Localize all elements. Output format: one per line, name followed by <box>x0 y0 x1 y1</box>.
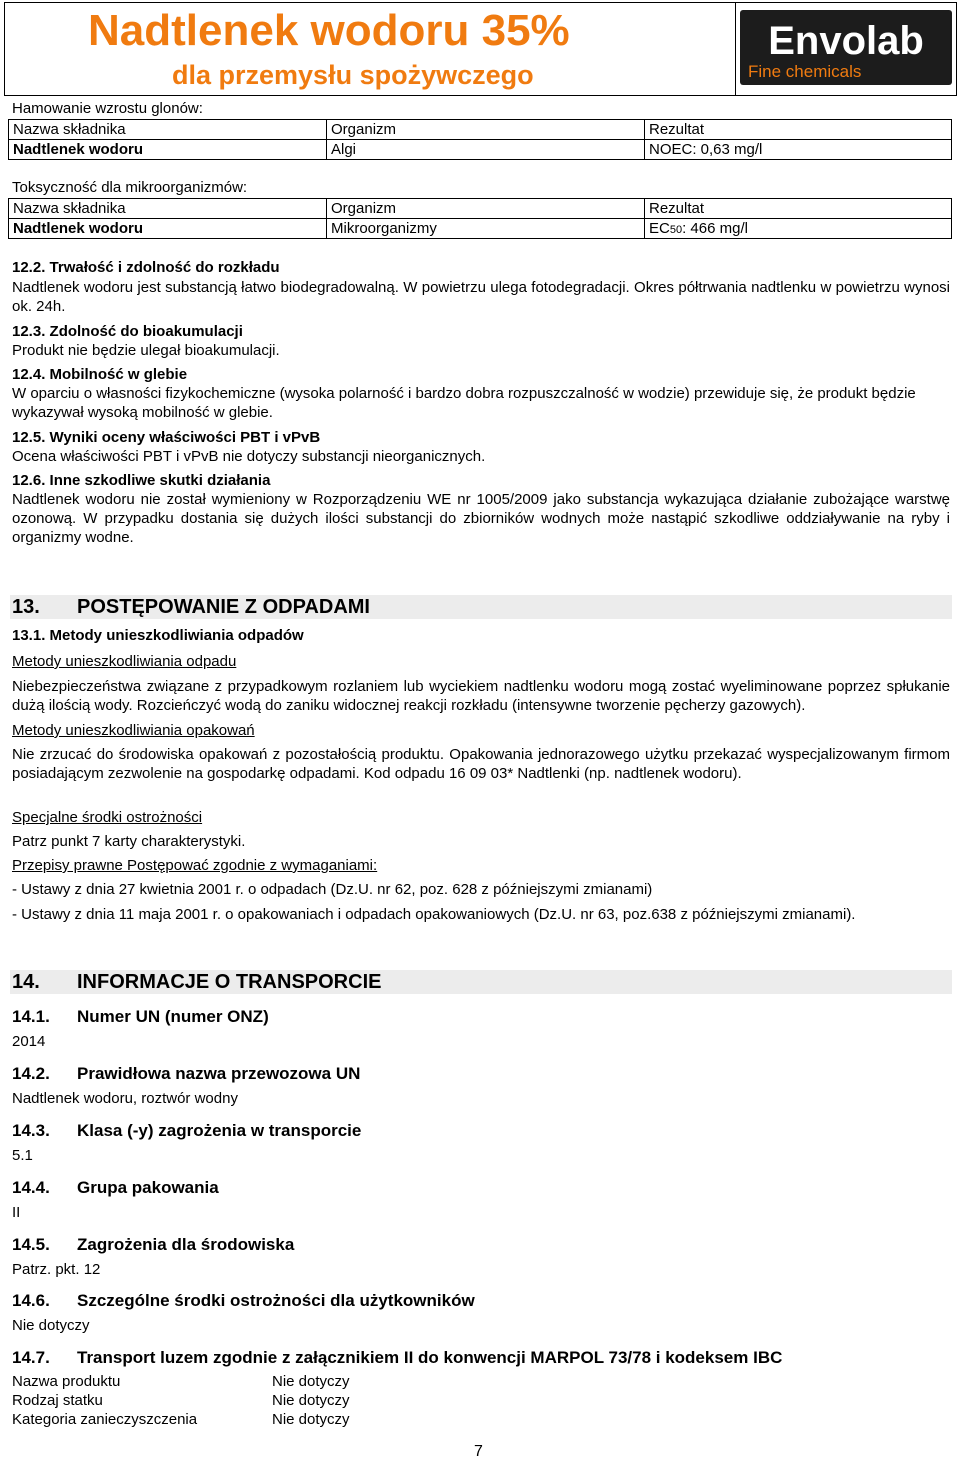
transport-item-value: II <box>12 1204 21 1221</box>
section-12-6-text: Nadtlenek wodoru nie został wymieniony w Rozporządzeniu WE nr 1005/2009 jako substancja wykazująca działanie zubożające warstwę ozonową. W przypadku dostania się dużych ilości substancji do zbiorników wodnych może nastąpić szkodliwe oddziaływanie na ryby i organizmy wodne. <box>12 491 950 546</box>
company-logo <box>740 10 952 85</box>
section-12-4-text: W oparciu o własności fizykochemiczne (wysoka polarność i bardzo dobra rozpuszczalność w wodzie) przewiduje się, że produkt będzie wykazywał wysoką mobilność w glebie. <box>12 385 916 421</box>
section-12-5-text: Ocena właściwości PBT i vPvB nie dotyczy substancji nieorganicznych. <box>12 448 486 465</box>
waste-methods-heading: Metody unieszkodliwiania odpadu <box>12 653 237 670</box>
table-row <box>9 140 952 160</box>
transport-item-number: 14.1. <box>12 1007 50 1026</box>
section-12-3-heading: 12.3. Zdolność do bioakumulacji <box>12 323 243 340</box>
transport-item-number: 14.2. <box>12 1064 50 1083</box>
section-12-2-text: Nadtlenek wodoru jest substancją łatwo biodegradowalną. W powietrzu ulega fotodegradacji. Okres półtrwania nadtlenku w powietrzu wynosi ok. 24h. <box>12 279 950 315</box>
micro-heading: Toksyczność dla mikroorganizmów: <box>12 179 248 196</box>
table-header-row <box>9 199 952 219</box>
result-suffix: : 466 mg/l <box>682 220 748 237</box>
result-subscript: 50 <box>669 224 683 236</box>
marpol-label: Kategoria zanieczyszczenia <box>12 1411 198 1428</box>
algae-heading: Hamowanie wzrostu glonów: <box>12 100 203 117</box>
transport-item-value: Patrz. pkt. 12 <box>12 1261 101 1278</box>
packaging-methods-heading: Metody unieszkodliwiania opakowań <box>12 722 255 739</box>
algae-table <box>8 119 952 160</box>
micro-table <box>8 198 952 239</box>
section-14-number: 14. <box>12 971 40 993</box>
result-prefix: EC <box>649 220 670 237</box>
document-title: Nadtlenek wodoru 35% <box>88 6 570 55</box>
transport-item-number: 14.6. <box>12 1291 50 1310</box>
transport-item-title: Zagrożenia dla środowiska <box>77 1235 295 1254</box>
transport-item-title: Prawidłowa nazwa przewozowa UN <box>77 1064 361 1083</box>
table-cell: NOEC: 0,63 mg/l <box>645 140 952 160</box>
column-header: Nazwa składnika <box>9 120 327 140</box>
legal-regulation-2: - Ustawy z dnia 11 maja 2001 r. o opakowaniach i odpadach opakowaniowych (Dz.U. nr 63, poz.638 z późniejszymi zmianami). <box>12 906 856 923</box>
legal-regulation-1: - Ustawy z dnia 27 kwietnia 2001 r. o odpadach (Dz.U. nr 62, poz. 628 z późniejszymi zmianami) <box>12 881 653 898</box>
table-header-row <box>9 120 952 140</box>
logo-tagline: Fine chemicals <box>748 62 862 81</box>
column-header: Organizm <box>327 199 645 219</box>
table-cell: Algi <box>327 140 645 160</box>
marpol-value: Nie dotyczy <box>272 1373 350 1390</box>
transport-item-value: 5.1 <box>12 1147 33 1164</box>
transport-item-title: Szczególne środki ostrożności dla użytkowników <box>77 1291 475 1310</box>
transport-item-number: 14.4. <box>12 1178 50 1197</box>
page-number: 7 <box>474 1443 483 1460</box>
table-cell: Nadtlenek wodoru <box>9 219 327 239</box>
transport-item-value: Nadtlenek wodoru, roztwór wodny <box>12 1090 238 1107</box>
transport-item-value: 2014 <box>12 1033 46 1050</box>
table-cell <box>645 219 952 239</box>
marpol-value: Nie dotyczy <box>272 1392 350 1409</box>
section-12-5-heading: 12.5. Wyniki oceny właściwości PBT i vPvB <box>12 429 321 446</box>
column-header: Nazwa składnika <box>9 199 327 219</box>
transport-item-title: Numer UN (numer ONZ) <box>77 1007 269 1026</box>
transport-item-number: 14.5. <box>12 1235 50 1254</box>
waste-methods-text: Niebezpieczeństwa związane z przypadkowym rozlaniem lub wyciekiem nadtlenku wodoru mogą zostać wyeliminowane poprzez spłukanie dużą ilością wody. Rozcieńczyć wodą do zaniku widocznej reakcji rozkładu (intensywne tworzenie pęcherzy gazowych). <box>12 678 950 714</box>
marpol-value: Nie dotyczy <box>272 1411 350 1428</box>
column-header: Rezultat <box>645 120 952 140</box>
section-12-4-heading: 12.4. Mobilność w glebie <box>12 366 188 383</box>
section-12-3-text: Produkt nie będzie ulegał bioakumulacji. <box>12 342 280 359</box>
marpol-label: Nazwa produktu <box>12 1373 121 1390</box>
marpol-title: Transport luzem zgodnie z załącznikiem II do konwencji MARPOL 73/78 i kodeksem IBC <box>77 1348 783 1367</box>
logo-wordmark: Envolab <box>768 19 924 63</box>
document-subtitle: dla przemysłu spożywczego <box>172 60 534 90</box>
transport-item-title: Klasa (-y) zagrożenia w transporcie <box>77 1121 362 1140</box>
table-row <box>9 219 952 239</box>
transport-item-title: Grupa pakowania <box>77 1178 219 1197</box>
table-cell: Nadtlenek wodoru <box>9 140 327 160</box>
column-header: Rezultat <box>645 199 952 219</box>
marpol-label: Rodzaj statku <box>12 1392 103 1409</box>
section-13-title: POSTĘPOWANIE Z ODPADAMI <box>77 596 370 618</box>
section-12-6-heading: 12.6. Inne szkodliwe skutki działania <box>12 472 271 489</box>
section-14-title: INFORMACJE O TRANSPORCIE <box>77 971 382 993</box>
special-precautions-heading: Specjalne środki ostrożności <box>12 809 203 826</box>
section-12-2-heading: 12.2. Trwałość i zdolność do rozkładu <box>12 259 280 276</box>
marpol-number: 14.7. <box>12 1348 50 1367</box>
transport-item-value: Nie dotyczy <box>12 1317 90 1334</box>
packaging-methods-text: Nie zrzucać do środowiska opakowań z pozostałością produktu. Opakowania jednorazowego użytku przekazać wyspecjalizowanym firmom posiadającym zezwolenie na gospodarkę odpadami. Kod odpadu 16 09 03* Nadtlenki (np. nadtlenek wodoru). <box>12 746 950 782</box>
section-13-1-heading: 13.1. Metody unieszkodliwiania odpadów <box>12 627 304 644</box>
special-precautions-text: Patrz punkt 7 karty charakterystyki. <box>12 833 246 850</box>
column-header: Organizm <box>327 120 645 140</box>
transport-item-number: 14.3. <box>12 1121 50 1140</box>
section-13-number: 13. <box>12 596 40 618</box>
legal-regulations-heading: Przepisy prawne Postępować zgodnie z wymaganiami: <box>12 857 378 874</box>
table-cell: Mikroorganizmy <box>327 219 645 239</box>
